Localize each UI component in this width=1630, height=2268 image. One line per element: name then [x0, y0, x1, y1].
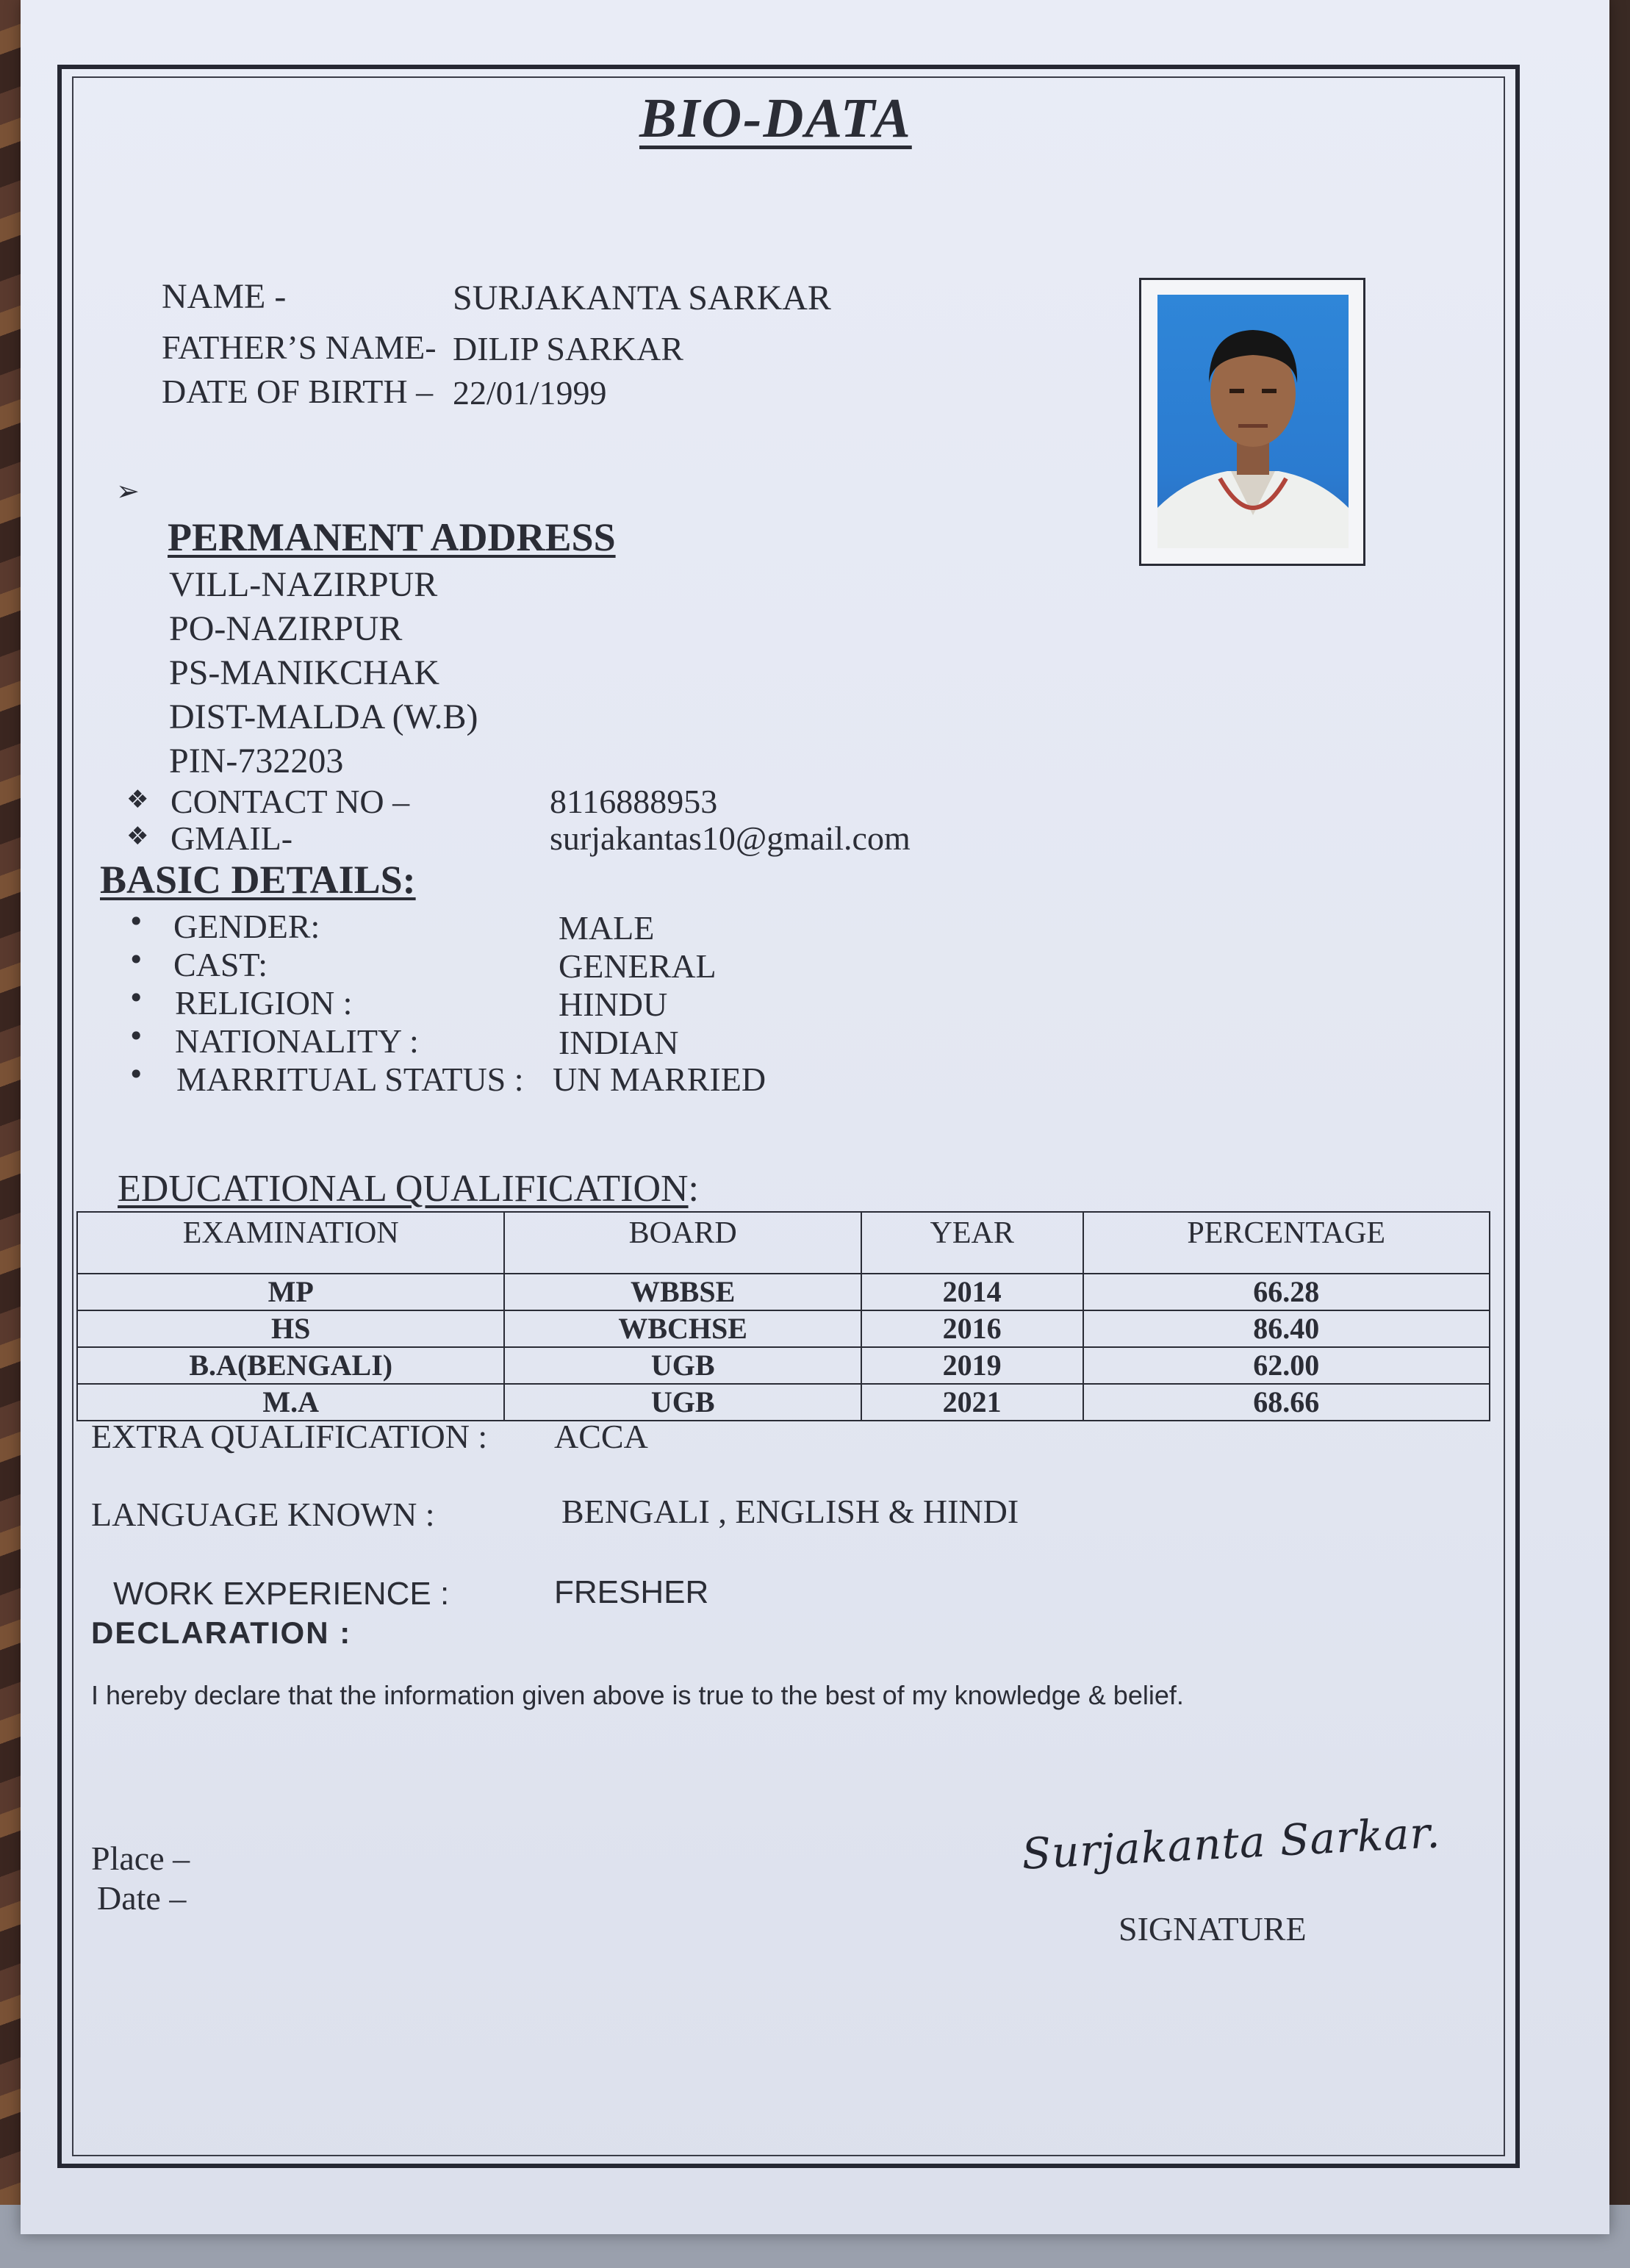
dob-label: DATE OF BIRTH –	[162, 373, 434, 410]
permanent-address-heading: PERMANENT ADDRESS	[168, 515, 616, 559]
date-label: Date –	[97, 1879, 187, 1917]
cell-percentage: 66.28	[1083, 1274, 1490, 1310]
handwritten-signature: Surjakanta Sarkar.	[1020, 1807, 1442, 1879]
nationality-value: INDIAN	[559, 1024, 679, 1061]
cell-examination: MP	[77, 1274, 504, 1310]
address-line-pin: PIN-732203	[169, 742, 344, 780]
cell-examination: B.A(BENGALI)	[77, 1347, 504, 1384]
column-header-year: YEAR	[861, 1212, 1083, 1274]
education-heading-colon: :	[688, 1168, 699, 1210]
marital-status-label: MARRITUAL STATUS :	[176, 1061, 524, 1098]
education-table	[76, 1211, 1490, 1421]
address-line-vill: VILL-NAZIRPUR	[169, 565, 438, 604]
declaration-text: I hereby declare that the information given above is true to the best of my knowledge & belief.	[91, 1680, 1184, 1710]
bullet-dot-icon: •	[128, 1020, 145, 1052]
bullet-dot-icon: •	[128, 1058, 145, 1091]
gmail-bullet-icon: ❖	[126, 822, 149, 851]
table-row	[77, 1274, 1490, 1310]
address-line-ps: PS-MANIKCHAK	[169, 653, 440, 692]
table-row	[77, 1384, 1490, 1421]
extra-qualification-value: ACCA	[554, 1418, 648, 1455]
gmail-label: GMAIL-	[170, 819, 293, 857]
cell-percentage: 86.40	[1083, 1310, 1490, 1347]
cell-examination: M.A	[77, 1384, 504, 1421]
religion-value: HINDU	[559, 986, 668, 1023]
language-known-value: BENGALI , ENGLISH & HINDI	[561, 1493, 1019, 1530]
dob-value: 22/01/1999	[453, 374, 607, 412]
basic-details-heading: BASIC DETAILS:	[100, 858, 416, 902]
education-heading	[118, 1167, 699, 1210]
language-known-label: LANGUAGE KNOWN :	[91, 1496, 435, 1533]
cell-year: 2016	[861, 1310, 1083, 1347]
address-line-po: PO-NAZIRPUR	[169, 609, 403, 648]
contact-value: 8116888953	[550, 783, 718, 820]
gender-label: GENDER:	[173, 908, 320, 945]
father-name-value: DILIP SARKAR	[453, 330, 683, 367]
cell-board: WBBSE	[504, 1274, 861, 1310]
table-row	[77, 1347, 1490, 1384]
father-name-label: FATHER’S NAME-	[162, 329, 437, 366]
education-heading-text: EDUCATIONAL QUALIFICATION	[118, 1168, 689, 1210]
cast-value: GENERAL	[559, 947, 717, 985]
passport-photo-frame	[1139, 278, 1365, 566]
nationality-label: NATIONALITY :	[175, 1022, 419, 1060]
cell-examination: HS	[77, 1310, 504, 1347]
cell-percentage: 68.66	[1083, 1384, 1490, 1421]
cell-board: UGB	[504, 1384, 861, 1421]
gender-value: MALE	[559, 909, 655, 947]
cell-year: 2019	[861, 1347, 1083, 1384]
arrow-bullet: ➢	[116, 475, 140, 507]
gmail-value: surjakantas10@gmail.com	[550, 819, 911, 857]
cast-label: CAST:	[173, 946, 268, 983]
cell-year: 2021	[861, 1384, 1083, 1421]
address-line-dist: DIST-MALDA (W.B)	[169, 697, 478, 736]
declaration-heading: DECLARATION :	[91, 1615, 352, 1650]
bullet-dot-icon: •	[128, 905, 145, 938]
contact-bullet-icon: ❖	[126, 785, 149, 814]
work-experience-label: WORK EXPERIENCE :	[113, 1576, 450, 1612]
bullet-dot-icon: •	[128, 944, 145, 976]
place-label: Place –	[91, 1840, 190, 1877]
marital-status-value: UN MARRIED	[553, 1061, 766, 1098]
column-header-examination: EXAMINATION	[77, 1212, 504, 1274]
name-value: SURJAKANTA SARKAR	[453, 279, 831, 317]
column-header-board: BOARD	[504, 1212, 861, 1274]
table-header-row	[77, 1212, 1490, 1274]
work-experience-value: FRESHER	[554, 1574, 709, 1610]
name-label: NAME -	[162, 277, 287, 316]
cell-percentage: 62.00	[1083, 1347, 1490, 1384]
table-row	[77, 1310, 1490, 1347]
document-title: BIO-DATA	[639, 87, 912, 149]
religion-label: RELIGION :	[175, 984, 353, 1022]
bullet-dot-icon: •	[128, 982, 145, 1014]
cell-year: 2014	[861, 1274, 1083, 1310]
cell-board: UGB	[504, 1347, 861, 1384]
contact-label: CONTACT NO –	[170, 783, 410, 820]
passport-photo	[1157, 295, 1349, 548]
cell-board: WBCHSE	[504, 1310, 861, 1347]
extra-qualification-label: EXTRA QUALIFICATION :	[91, 1418, 488, 1455]
signature-label: SIGNATURE	[1119, 1910, 1307, 1948]
column-header-percentage: PERCENTAGE	[1083, 1212, 1490, 1274]
